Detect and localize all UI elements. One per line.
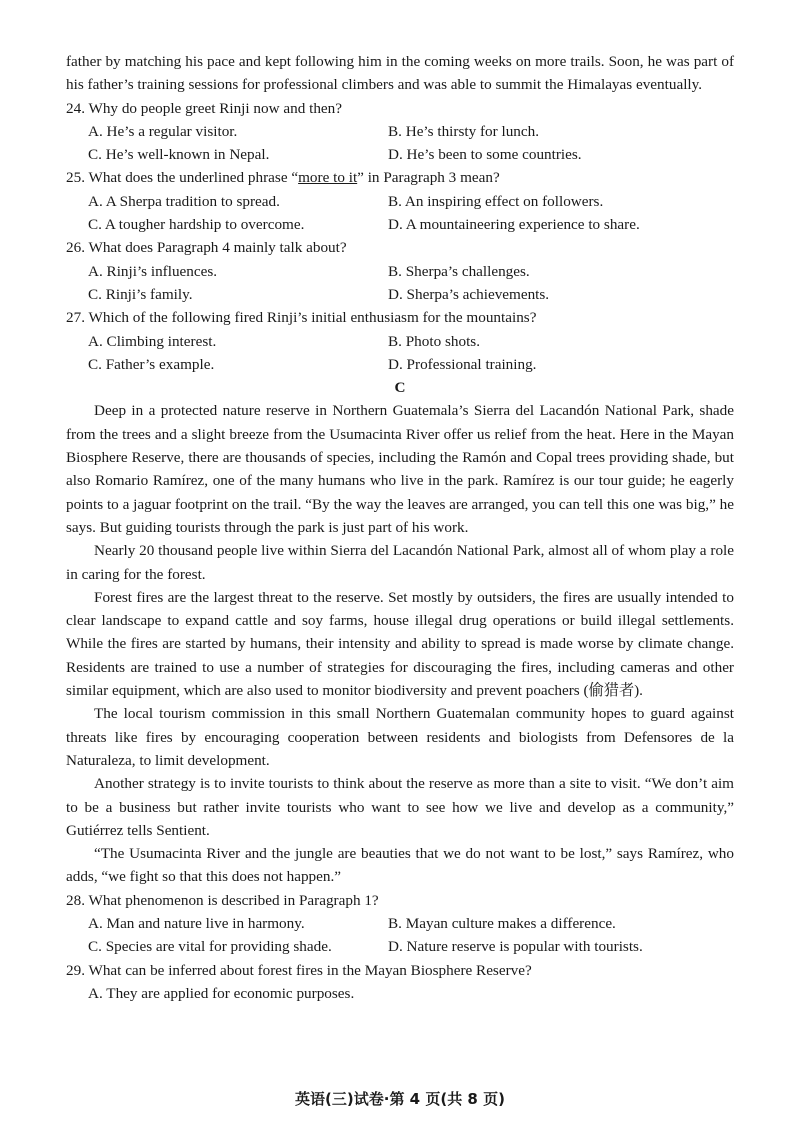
stem-before: 25. What does the underlined phrase “	[66, 169, 299, 187]
passage-paragraph-2: Nearly 20 thousand people live within Sierra del Lacandón National Park, almost all of whom play a role in caring for the forest.	[66, 542, 734, 583]
option-c[interactable]: C. A tougher hardship to overcome.	[88, 216, 305, 234]
question-24	[66, 97, 734, 167]
options	[66, 912, 734, 959]
option-c[interactable]: C. He’s well-known in Nepal.	[88, 146, 270, 164]
question-stem: 28. What phenomenon is described in Paragraph 1?	[66, 891, 379, 909]
option-b[interactable]: B. Sherpa’s challenges.	[388, 262, 530, 280]
question-stem: 26. What does Paragraph 4 mainly talk about?	[66, 239, 347, 257]
option-d[interactable]: D. A mountaineering experience to share.	[388, 216, 640, 234]
option-b[interactable]: B. Photo shots.	[388, 332, 480, 350]
question-26	[66, 236, 734, 306]
option-a[interactable]: A. He’s a regular visitor.	[88, 122, 238, 140]
passage-paragraph-6: “The Usumacinta River and the jungle are beauties that we do not want to be lost,” says Ramírez, who adds, “we fight so that this does not happen.”	[66, 845, 734, 886]
question-stem	[66, 166, 734, 189]
passage-paragraph-3: Forest fires are the largest threat to the reserve. Set mostly by outsiders, the fires are usually intended to clear landscape to expand cattle and soy farms, house illegal drug operations or build illegal settlements. While the fires are started by humans, their intensity and ability to spread is made worse by climate change. Residents are trained to use a number of strategies for discouraging the fires, including cameras and other similar equipment, which are also used to monitor biodiversity and prevent poachers (偷猎者).	[66, 588, 734, 700]
option-b[interactable]: B. He’s thirsty for lunch.	[388, 122, 540, 140]
question-stem: 27. Which of the following fired Rinji’s initial enthusiasm for the mountains?	[66, 309, 537, 327]
question-25	[66, 166, 734, 236]
option-a[interactable]: A. Man and nature live in harmony.	[88, 914, 305, 932]
question-28	[66, 889, 734, 959]
option-b[interactable]: B. An inspiring effect on followers.	[388, 192, 604, 210]
question-stem: 24. Why do people greet Rinji now and then?	[66, 99, 342, 117]
options	[66, 260, 734, 307]
passage-paragraph-4: The local tourism commission in this small Northern Guatemalan community hopes to guard against threats like fires by encouraging cooperation between residents and biologists from Defensores de la Naturaleza, to limit development.	[66, 705, 734, 769]
option-c[interactable]: C. Species are vital for providing shade.	[88, 938, 332, 956]
passage-paragraph-1: Deep in a protected nature reserve in Northern Guatemala’s Sierra del Lacandón National Park, shade from the trees and a slight breeze from the Usumacinta River offer us relief from the heat. Here in the Mayan Biosphere Reserve, there are thousands of species, including the Ramón and Copal trees providing shade, but also Romario Ramírez, one of the many humans who live in the park. Ramírez is our tour guide; he eagerly points to a jaguar footprint on the trail. “By the way the leaves are arranged, you can tell this one was big,” he says. But guiding tourists through the park is just part of his work.	[66, 402, 734, 536]
passage-paragraph-5: Another strategy is to invite tourists to think about the reserve as more than a site to visit. “We don’t aim to be a business but rather invite tourists who want to see how we live and develop as a community,” Gutiérrez tells Sentient.	[66, 775, 734, 839]
options	[66, 190, 734, 237]
page-footer: 英语(三)试卷·第 4 页(共 8 页)	[295, 1090, 505, 1108]
option-a[interactable]: A. Rinji’s influences.	[88, 262, 218, 280]
option-a[interactable]: A. Climbing interest.	[88, 332, 217, 350]
options	[66, 982, 734, 1005]
option-a[interactable]: A. They are applied for economic purposes.	[88, 984, 355, 1002]
option-c[interactable]: C. Father’s example.	[88, 355, 215, 373]
option-c[interactable]: C. Rinji’s family.	[88, 285, 193, 303]
option-d[interactable]: D. He’s been to some countries.	[388, 146, 582, 164]
option-d[interactable]: D. Sherpa’s achievements.	[388, 285, 550, 303]
question-stem: 29. What can be inferred about forest fires in the Mayan Biosphere Reserve?	[66, 961, 532, 979]
option-d[interactable]: D. Professional training.	[388, 355, 537, 373]
exam-page	[66, 50, 734, 1005]
stem-after: ” in Paragraph 3 mean?	[357, 169, 500, 187]
section-heading: C	[394, 379, 406, 397]
options	[66, 330, 734, 377]
option-a[interactable]: A. A Sherpa tradition to spread.	[88, 192, 280, 210]
option-d[interactable]: D. Nature reserve is popular with tourists.	[388, 938, 643, 956]
stem-underlined: more to it	[298, 169, 358, 187]
question-29	[66, 959, 734, 1006]
intro-paragraph: father by matching his pace and kept following him in the coming weeks on more trails. Soon, he was part of his father’s training sessions for professional climbers and was able to summit the Himalayas eventually.	[66, 53, 734, 94]
option-b[interactable]: B. Mayan culture makes a difference.	[388, 914, 616, 932]
options	[66, 120, 734, 167]
question-27	[66, 306, 734, 376]
